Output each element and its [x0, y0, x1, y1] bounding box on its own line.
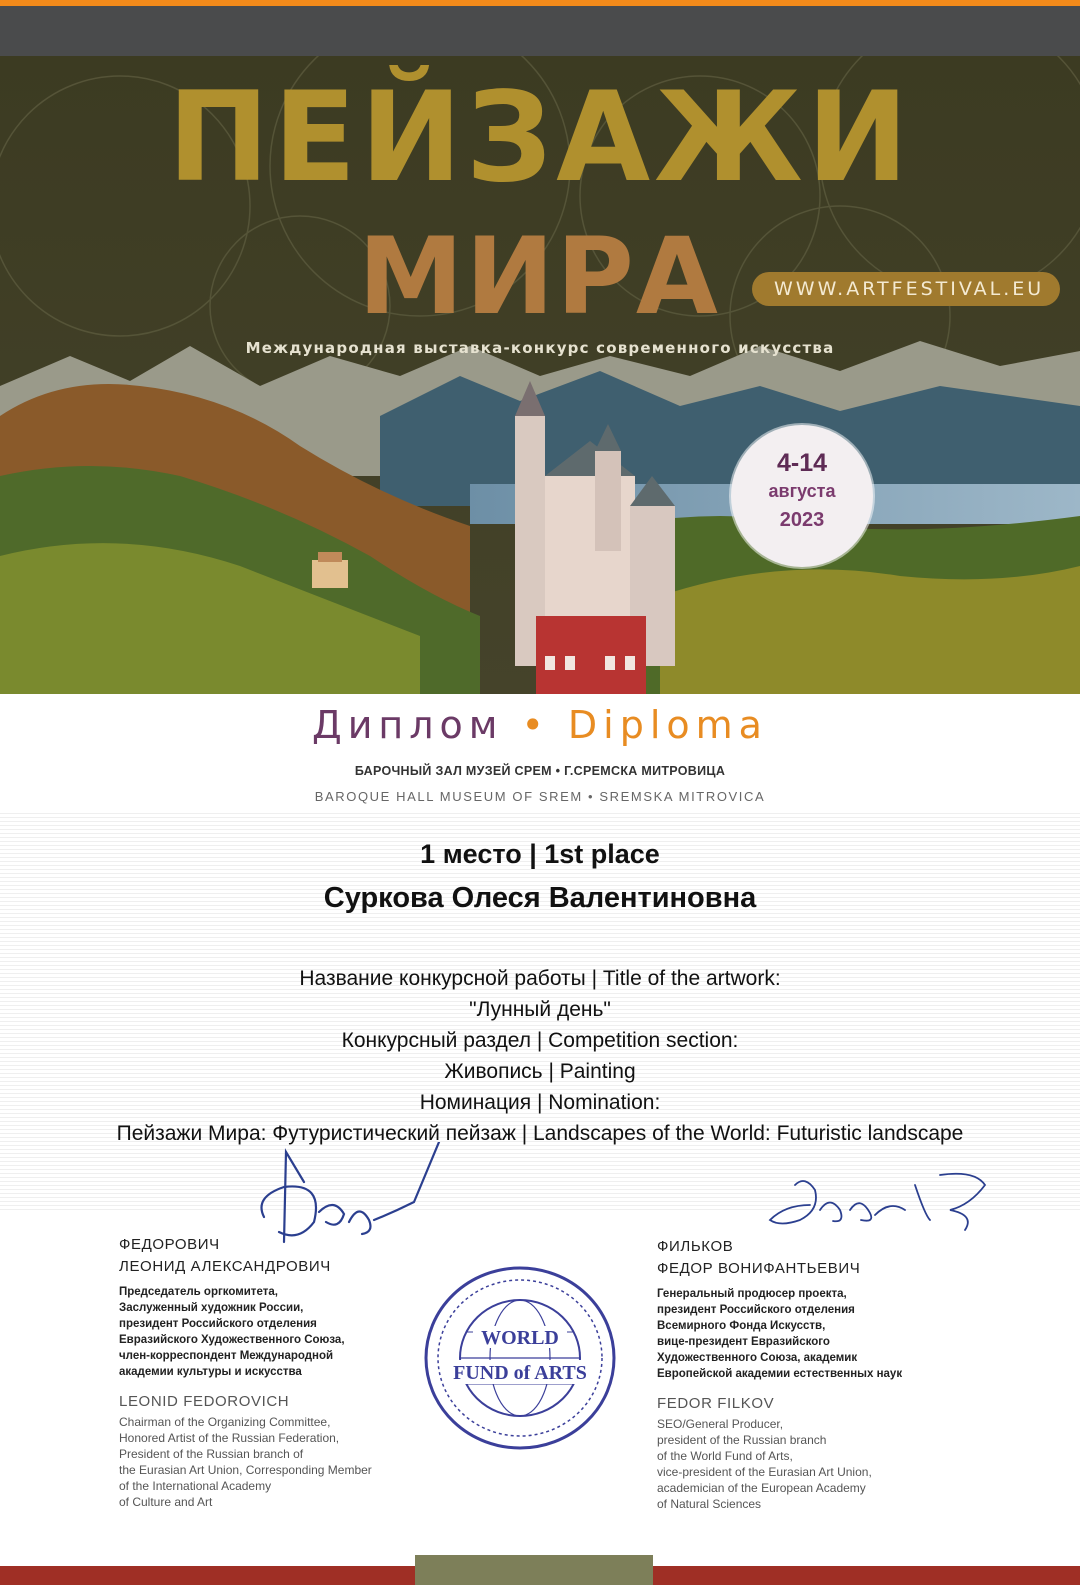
left-title-ru-line: Заслуженный художник России,: [119, 1302, 304, 1314]
heading-en: Diploma: [567, 703, 768, 747]
venue-ru: БАРОЧНЫЙ ЗАЛ МУЗЕЙ СРЕМ • Г.СРЕМСКА МИТРОВИЦА: [354, 764, 726, 778]
right-title-en-line: SEO/General Producer,: [657, 1417, 784, 1431]
right-title-ru-line: президент Российского отделения: [657, 1304, 855, 1316]
banner-subtitle: Международная выставка-конкурс современного искусства: [245, 339, 835, 357]
right-title-ru-line: Генеральный продюсер проекта,: [657, 1288, 847, 1300]
banner-title-line1: ПЕЙЗАЖИ: [167, 66, 913, 210]
right-title-en-line: of the World Fund of Arts,: [657, 1449, 793, 1463]
left-title-en-line: Chairman of the Organizing Committee,: [119, 1415, 331, 1429]
left-title-ru-line: Евразийского Художественного Союза,: [119, 1334, 345, 1346]
stamp-line2: FUND of ARTS: [453, 1362, 587, 1384]
award-place: 1 место | 1st place: [420, 839, 660, 869]
status-bar: [0, 6, 1080, 56]
right-signatory-name-en: FEDOR FILKOV: [657, 1395, 775, 1412]
right-title-en-line: vice-president of the Eurasian Art Union,: [657, 1465, 872, 1479]
right-signatory-name-line2: ФЕДОР ВОНИФАНТЬЕВИЧ: [657, 1260, 861, 1277]
venue-en: BAROQUE HALL MUSEUM OF SREM • SREMSKA MITROVICA: [314, 789, 766, 804]
left-title-en-line: the Eurasian Art Union, Corresponding Member: [119, 1463, 372, 1477]
heading-separator: •: [521, 703, 550, 747]
artwork-details: [0, 963, 1080, 1149]
right-title-en-line: president of the Russian branch: [657, 1433, 827, 1447]
date-range: 4-14: [776, 449, 828, 477]
left-title-en-line: President of the Russian branch of: [119, 1447, 304, 1461]
right-title-ru-line: Художественного Союза, академик: [657, 1352, 858, 1364]
left-title-ru-line: член-корреспондент Международной: [119, 1350, 334, 1362]
right-title-ru-line: Всемирного Фонда Искусств,: [657, 1320, 826, 1332]
banner: [0, 56, 1080, 694]
heading-ru: Диплом: [312, 703, 504, 747]
left-title-ru-line: Председатель оргкомитета,: [119, 1286, 278, 1298]
right-title-en-line: academician of the European Academy: [657, 1481, 866, 1495]
world-fund-of-arts-stamp: [421, 1262, 619, 1454]
date-year: 2023: [779, 509, 825, 531]
left-title-en-line: of Culture and Art: [119, 1495, 213, 1509]
stamp-line1: WORLD: [481, 1327, 559, 1349]
right-title-ru-line: вице-президент Евразийского: [657, 1336, 830, 1348]
footer-center-block: [415, 1555, 653, 1585]
left-signatory-title-ru: [119, 1284, 409, 1380]
left-title-en-line: of the International Academy: [119, 1479, 272, 1493]
left-signatory: [119, 1234, 409, 1510]
right-signatory-title-ru: [657, 1286, 947, 1382]
festival-url[interactable]: WWW.ARTFESTIVAL.EU: [752, 272, 1060, 306]
recipient-name: Суркова Олеся Валентиновна: [323, 882, 757, 914]
diploma-heading: [0, 703, 1080, 749]
artwork-title-value: "Лунный день": [469, 998, 611, 1021]
nomination-label: Номинация | Nomination:: [419, 1091, 661, 1114]
side-fine-print: [1026, 1210, 1056, 1530]
artwork-title-label: Название конкурсной работы | Title of the artwork:: [299, 967, 781, 990]
left-signatory-title-en: [119, 1414, 409, 1510]
section-value: Живопись | Painting: [444, 1060, 636, 1083]
right-handwritten-signature: [765, 1165, 995, 1245]
left-signatory-name-line1: ФЕДОРОВИЧ: [119, 1236, 220, 1253]
nomination-value: Пейзажи Мира: Футуристический пейзаж | Landscapes of the World: Futuristic landscape: [116, 1122, 964, 1145]
left-signatory-name-line2: ЛЕОНИД АЛЕКСАНДРОВИЧ: [119, 1258, 331, 1275]
left-title-en-line: Honored Artist of the Russian Federation,: [119, 1431, 340, 1445]
right-title-ru-line: Европейской академии естественных наук: [657, 1368, 903, 1380]
right-title-en-line: of Natural Sciences: [657, 1497, 762, 1511]
banner-title-line2: МИРА: [358, 215, 720, 338]
right-signatory: [657, 1236, 947, 1512]
left-signatory-name-en: LEONID FEDOROVICH: [119, 1393, 290, 1410]
right-signatory-title-en: [657, 1416, 947, 1512]
left-title-ru-line: академии культуры и искусства: [119, 1366, 302, 1378]
right-signatory-name-line1: ФИЛЬКОВ: [657, 1238, 734, 1255]
section-label: Конкурсный раздел | Competition section:: [341, 1029, 739, 1052]
date-month: августа: [768, 481, 836, 501]
date-badge: [731, 425, 873, 567]
left-title-ru-line: президент Российского отделения: [119, 1318, 317, 1330]
